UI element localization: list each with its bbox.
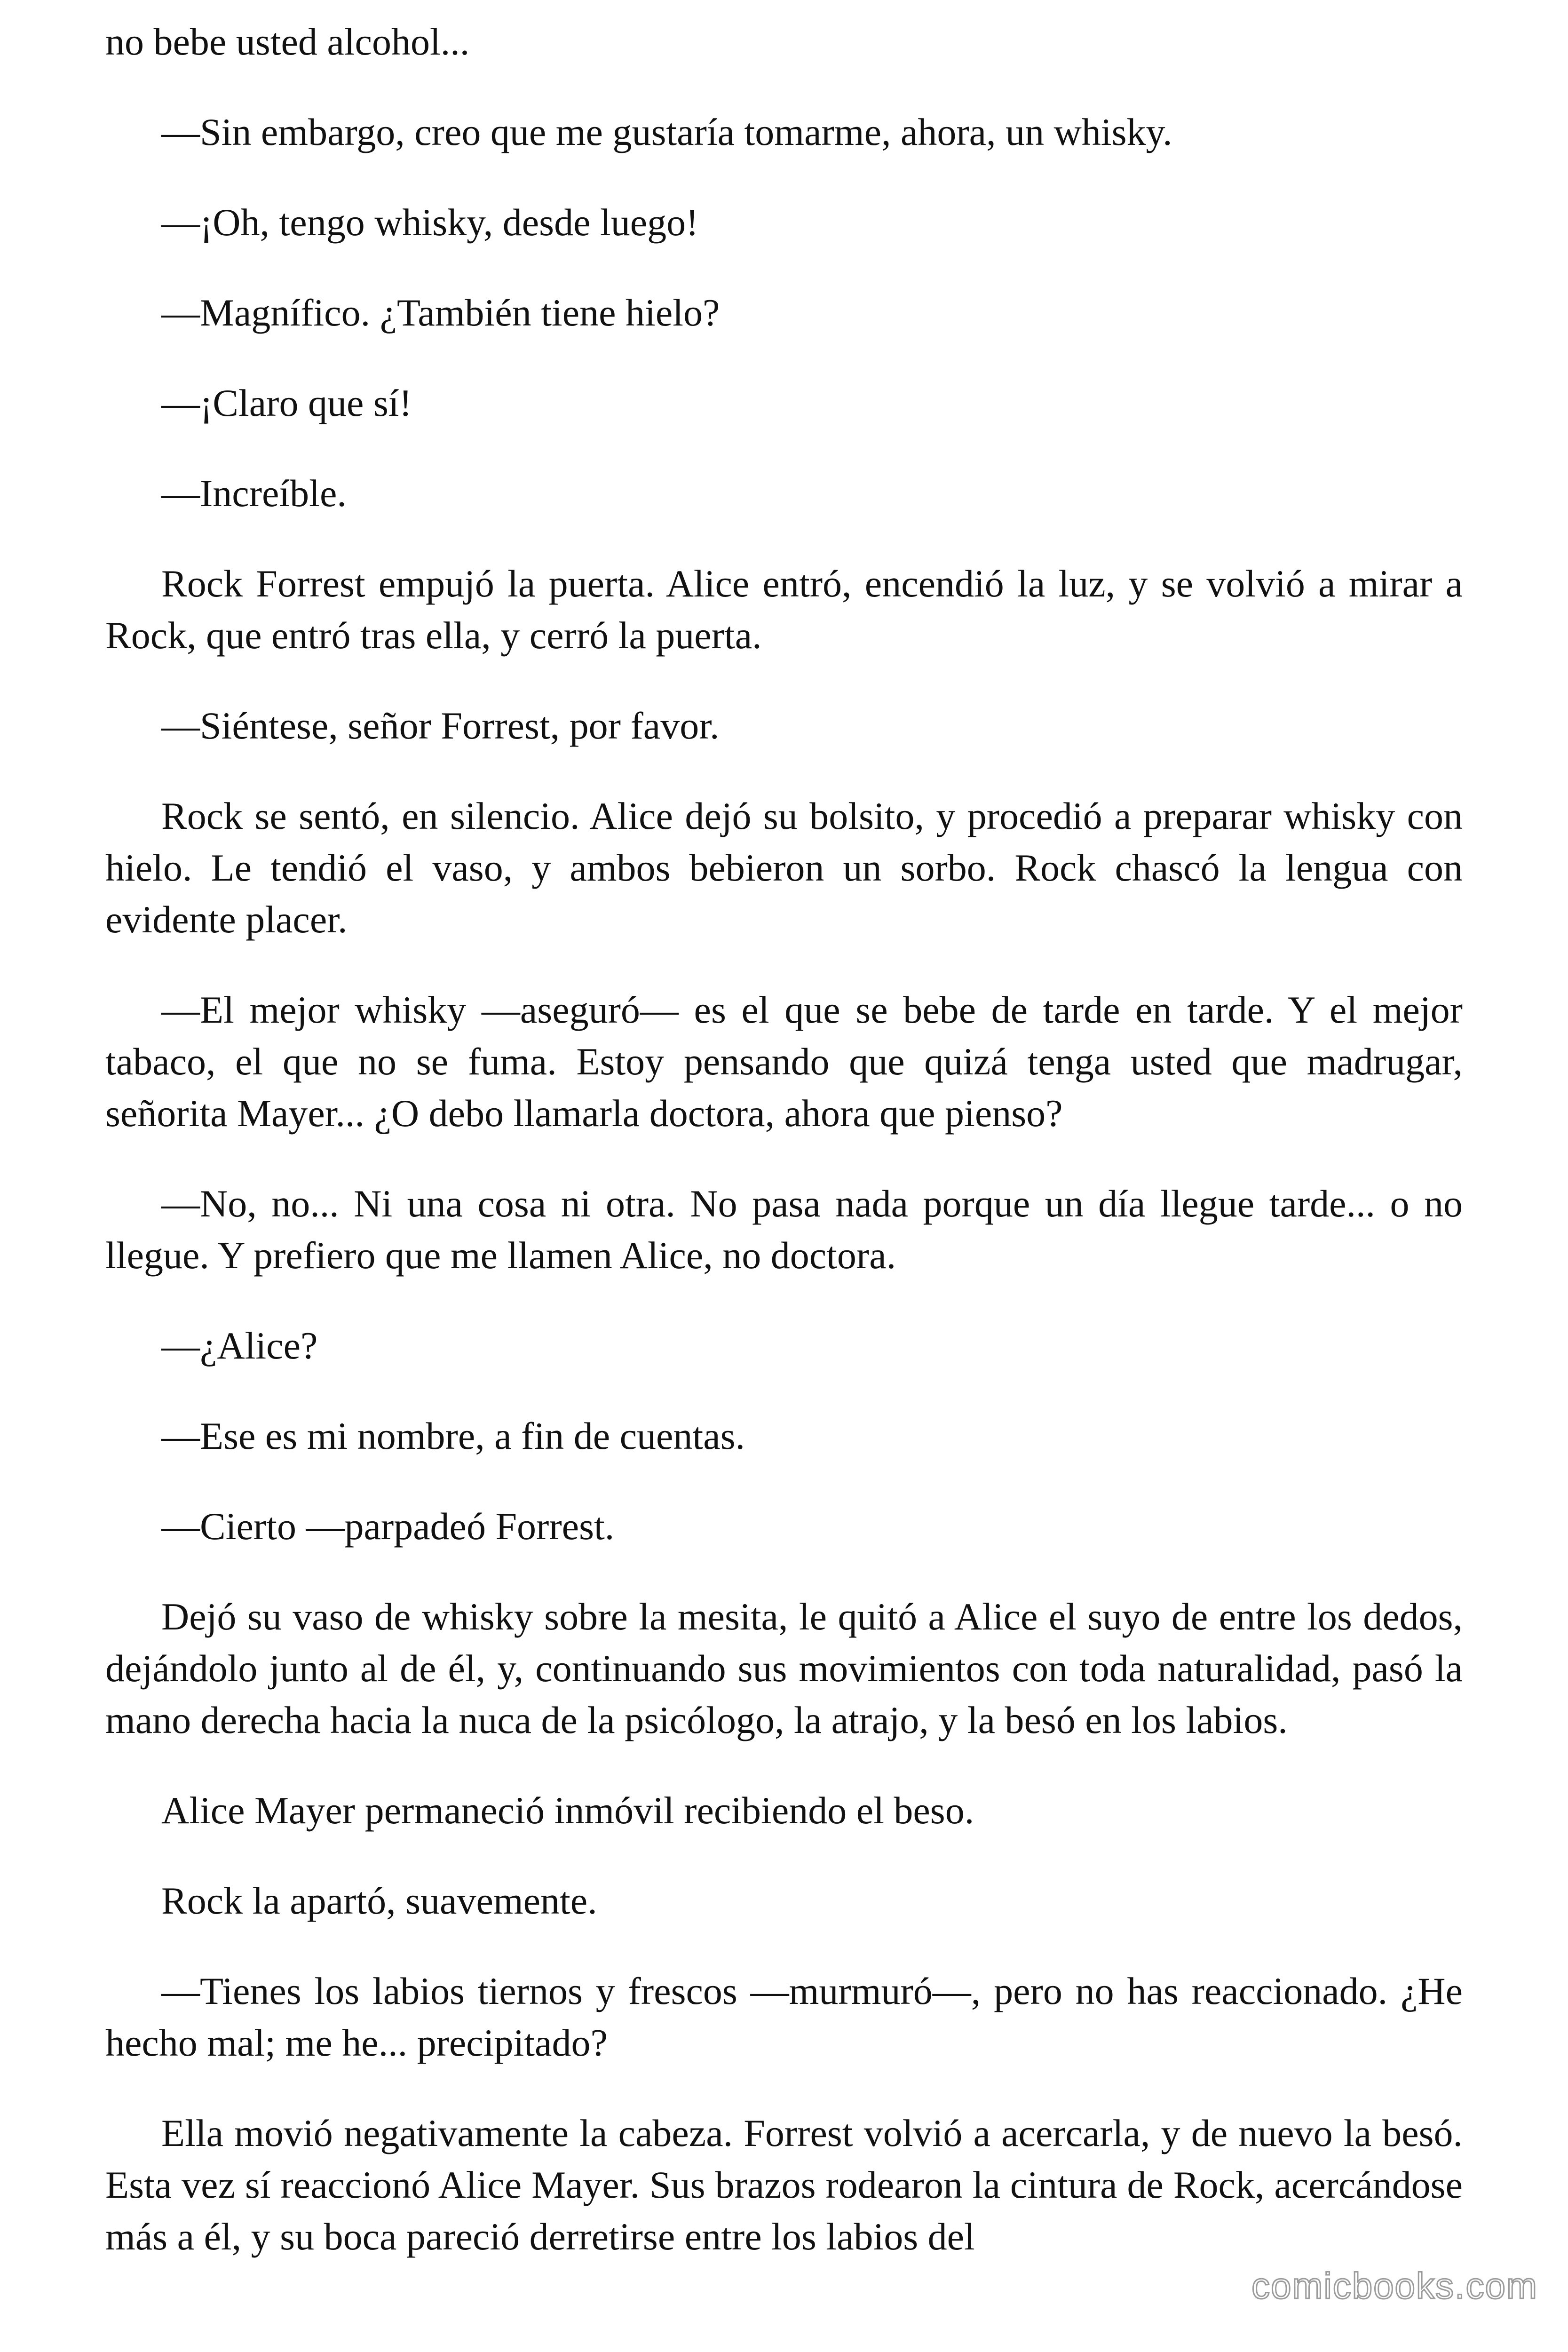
watermark: comicbooks.com <box>1251 2265 1538 2306</box>
paragraph: —Tienes los labios tiernos y frescos —murmuró—, pero no has reaccionado. ¿He hecho mal; me he... precipitado? <box>105 1970 1463 2064</box>
paragraph: —Cierto —parpadeó Forrest. <box>161 1505 615 1548</box>
paragraph: Rock la apartó, suavemente. <box>161 1879 597 1922</box>
paragraph: —¿Alice? <box>161 1324 318 1367</box>
paragraph: Ella movió negativamente la cabeza. Forrest volvió a acercarla, y de nuevo la besó. Esta vez sí reaccionó Alice Mayer. Sus brazos rodearon la cintura de Rock, acercándose más a él, y su boca pareció derretirse entre los labios del <box>105 2112 1463 2258</box>
paragraph: Rock Forrest empujó la puerta. Alice entró, encendió la luz, y se volvió a mirar a Rock, que entró tras ella, y cerró la puerta. <box>105 562 1463 657</box>
paragraph: —Siéntese, señor Forrest, por favor. <box>161 704 720 747</box>
paragraph: no bebe usted alcohol... <box>105 20 470 63</box>
paragraph: —El mejor whisky —aseguró— es el que se bebe de tarde en tarde. Y el mejor tabaco, el que no se fuma. Estoy pensando que quizá tenga usted que madrugar, señorita Mayer... ¿O debo llamarla doctora, ahora que pienso? <box>105 988 1463 1135</box>
paragraph: —Sin embargo, creo que me gustaría tomarme, ahora, un whisky. <box>161 111 1172 153</box>
paragraph: —Increíble. <box>161 472 347 515</box>
paragraph: —Magnífico. ¿También tiene hielo? <box>161 291 720 334</box>
paragraph: —Ese es mi nombre, a fin de cuentas. <box>161 1414 745 1457</box>
page-text <box>105 16 1463 2301</box>
paragraph: Alice Mayer permaneció inmóvil recibiendo el beso. <box>161 1789 974 1832</box>
paragraph: —No, no... Ni una cosa ni otra. No pasa nada porque un día llegue tarde... o no llegue. Y prefiero que me llamen Alice, no doctora. <box>105 1182 1463 1277</box>
paragraph: Dejó su vaso de whisky sobre la mesita, le quitó a Alice el suyo de entre los dedos, dejándolo junto al de él, y, continuando sus movimientos con toda naturalidad, pasó la mano derecha hacia la nuca de la psicólogo, la atrajo, y la besó en los labios. <box>105 1595 1463 1741</box>
paragraph: Rock se sentó, en silencio. Alice dejó su bolsito, y procedió a preparar whisky con hielo. Le tendió el vaso, y ambos bebieron un sorbo. Rock chascó la lengua con evidente placer. <box>105 795 1463 941</box>
paragraph: —¡Oh, tengo whisky, desde luego! <box>161 201 699 244</box>
paragraph: —¡Claro que sí! <box>161 381 412 424</box>
